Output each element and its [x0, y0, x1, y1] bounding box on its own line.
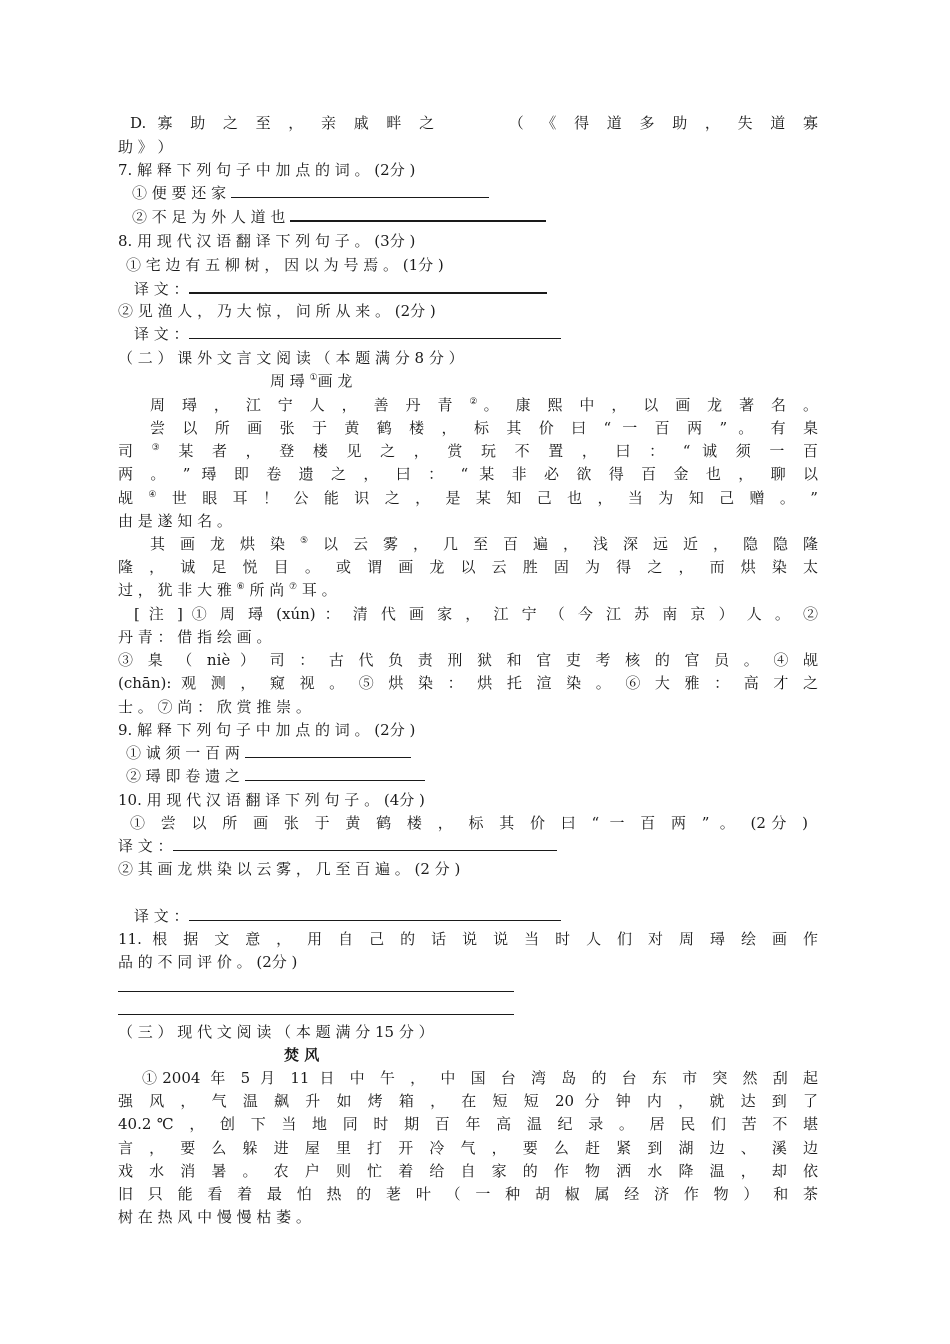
passage-line: 言 ， 要 么 躲 进 屋 里 打 开 冷 气 ， 要 么 赶 紧 到 湖 边 、 溪 边: [118, 1139, 818, 1157]
translation-row: 译 文 ：: [118, 834, 578, 858]
passage-title: 周 璕 ①画 龙: [270, 372, 353, 390]
item-text: ② 不 足 为 外 人 道 也: [132, 208, 291, 226]
note-marker: ⑥: [236, 582, 245, 592]
question-7-item-1: [132, 181, 572, 205]
answer-line[interactable]: [118, 991, 514, 992]
question-9-heading: 9. 解 释 下 列 句 子 中 加 点 的 词 。 (2分 ): [118, 721, 416, 739]
translation-row: [134, 276, 574, 300]
question-9-item-1: ① 诚 须 一 百 两: [126, 741, 526, 765]
question-9-item-2: ② 璕 即 卷 遗 之: [126, 764, 526, 788]
passage-line: 旧 只 能 看 着 最 怕 热 的 荖 叶 （ 一 种 胡 椒 属 经 济 作 物 ） 和 茶: [118, 1185, 818, 1203]
note-marker: ②: [469, 397, 484, 407]
passage-line: ①2004 年 5 月 11 日 中 午 ， 中 国 台 湾 岛 的 台 东 市 突 然 刮 起: [142, 1069, 818, 1087]
passage-title: 焚 风: [284, 1046, 320, 1064]
passage-line: 过 ， 犹 非 大 雅 ⑥ 所 尚 ⑦ 耳 。: [118, 581, 337, 599]
note-marker: ⑤: [299, 536, 314, 546]
translation-label: 译 文 ：: [134, 325, 189, 343]
passage-line: 觇 ④ 世 眼 耳 ！ 公 能 识 之 ， 是 某 知 己 也 ， 当 为 知 己 赠 。 ”: [118, 489, 818, 507]
text-line: 助 》 ）: [118, 138, 173, 156]
passage-line: 周 璕 ， 江 宁 人 ， 善 丹 青 ②。 康 熙 中 ， 以 画 龙 著 名 。: [150, 396, 818, 414]
answer-blank[interactable]: [245, 764, 425, 781]
note-marker: ①: [309, 373, 318, 383]
passage-line: 由 是 遂 知 名 。: [118, 512, 232, 530]
annotation-line: (chān): 观 测 ， 窥 视 。 ⑤ 烘 染 ： 烘 托 渲 染 。 ⑥ 大 雅 ： 高 才 之: [118, 674, 818, 692]
answer-blank[interactable]: [189, 904, 561, 921]
question-8-item-2: ② 见 渔 人 ， 乃 大 惊 ， 问 所 从 来 。 (2分 ): [118, 302, 436, 320]
question-11-heading: 品 的 不 同 评 价 。 (2分 ): [118, 953, 298, 971]
section-2-heading: （ 二 ） 课 外 文 言 文 阅 读 （ 本 题 满 分 8 分 ）: [118, 349, 464, 367]
question-8-item-1: ① 宅 边 有 五 柳 树 ， 因 以 为 号 焉 。 (1分 ): [126, 256, 444, 274]
question-10-item-1: ① 尝 以 所 画 张 于 黄 鹤 楼 ， 标 其 价 曰 “ 一 百 两 ” 。 (2分 ): [130, 814, 808, 832]
question-8-heading: 8. 用 现 代 汉 语 翻 译 下 列 句 子 。 (3分 ): [118, 232, 416, 250]
passage-line: 强 风 ， 气 温 飙 升 如 烤 箱 ， 在 短 短 20 分 钟 内 ， 就 达 到 了: [118, 1092, 818, 1110]
translation-label: 译 文 ：: [134, 280, 189, 298]
annotation-line: [ 注 ] ① 周 璕 (xún) ： 清 代 画 家 ， 江 宁 （ 今 江 苏 南 京 ） 人 。 ②: [134, 605, 818, 623]
annotation-line: 丹 青 ： 借 指 绘 画 。: [118, 628, 272, 646]
answer-blank[interactable]: [173, 834, 557, 851]
passage-line: 两 。 ” 璕 即 卷 遗 之 ， 曰 ： “ 某 非 必 欲 得 百 金 也 ， 聊 以: [118, 465, 818, 483]
text-line: D. 寡 助 之 至 ， 亲 戚 畔 之 （ 《 得 道 多 助 ， 失 道 寡: [130, 114, 818, 132]
question-11-heading: 11. 根 据 文 意 ， 用 自 己 的 话 说 说 当 时 人 们 对 周 璕 绘 画 作: [118, 930, 818, 948]
question-10-item-2: ② 其 画 龙 烘 染 以 云 雾 ， 几 至 百 遍 。 (2 分 ): [118, 860, 461, 878]
answer-line[interactable]: [118, 1014, 514, 1015]
passage-line: 40.2℃ ， 创 下 当 地 同 时 期 百 年 高 温 纪 录 。 居 民 们 苦 不 堪: [118, 1115, 818, 1133]
answer-blank[interactable]: [189, 276, 547, 294]
section-3-heading: （ 三 ） 现 代 文 阅 读 （ 本 题 满 分 15 分 ）: [118, 1023, 434, 1041]
question-10-heading: 10. 用 现 代 汉 语 翻 译 下 列 句 子 。 (4分 ): [118, 791, 425, 809]
annotation-line: ③ 臬 （ niè ） 司 ： 古 代 负 责 刑 狱 和 官 吏 考 核 的 官 员 。 ④ 觇: [118, 651, 818, 669]
translation-row: 译 文 ：: [134, 904, 594, 928]
note-marker: ⑦: [289, 582, 298, 592]
passage-line: 戏 水 消 暑 。 农 户 则 忙 着 给 自 家 的 作 物 洒 水 降 温 ， 却 依: [118, 1162, 818, 1180]
answer-blank[interactable]: [290, 204, 546, 222]
passage-line: 隆 ， 诚 足 悦 目 。 或 谓 画 龙 以 云 胜 固 为 得 之 ， 而 烘 染 太: [118, 558, 818, 576]
passage-line: 树 在 热 风 中 慢 慢 枯 萎 。: [118, 1208, 311, 1226]
question-7-heading: 7. 解 释 下 列 句 子 中 加 点 的 词 。 (2分 ): [118, 161, 416, 179]
answer-blank[interactable]: [245, 741, 411, 758]
note-marker: ③: [151, 443, 167, 453]
passage-line: 其 画 龙 烘 染 ⑤ 以 云 雾 ， 几 至 百 遍 ， 浅 深 远 近 ， 隐 隐 隆: [150, 535, 818, 553]
answer-blank[interactable]: [231, 181, 489, 198]
passage-line: 司 ③ 某 者 ， 登 楼 见 之 ， 赏 玩 不 置 ， 曰 ： “ 诚 须 一 百: [118, 442, 818, 460]
question-7-item-2: [132, 204, 652, 228]
answer-blank[interactable]: [189, 322, 561, 339]
annotation-line: 士 。 ⑦ 尚 ： 欣 赏 推 崇 。: [118, 698, 311, 716]
passage-line: 尝 以 所 画 张 于 黄 鹤 楼 ， 标 其 价 曰 “ 一 百 两 ” 。 有 臬: [150, 419, 818, 437]
translation-row: [134, 322, 594, 346]
item-text: ① 便 要 还 家: [132, 184, 231, 202]
note-marker: ④: [148, 490, 162, 500]
